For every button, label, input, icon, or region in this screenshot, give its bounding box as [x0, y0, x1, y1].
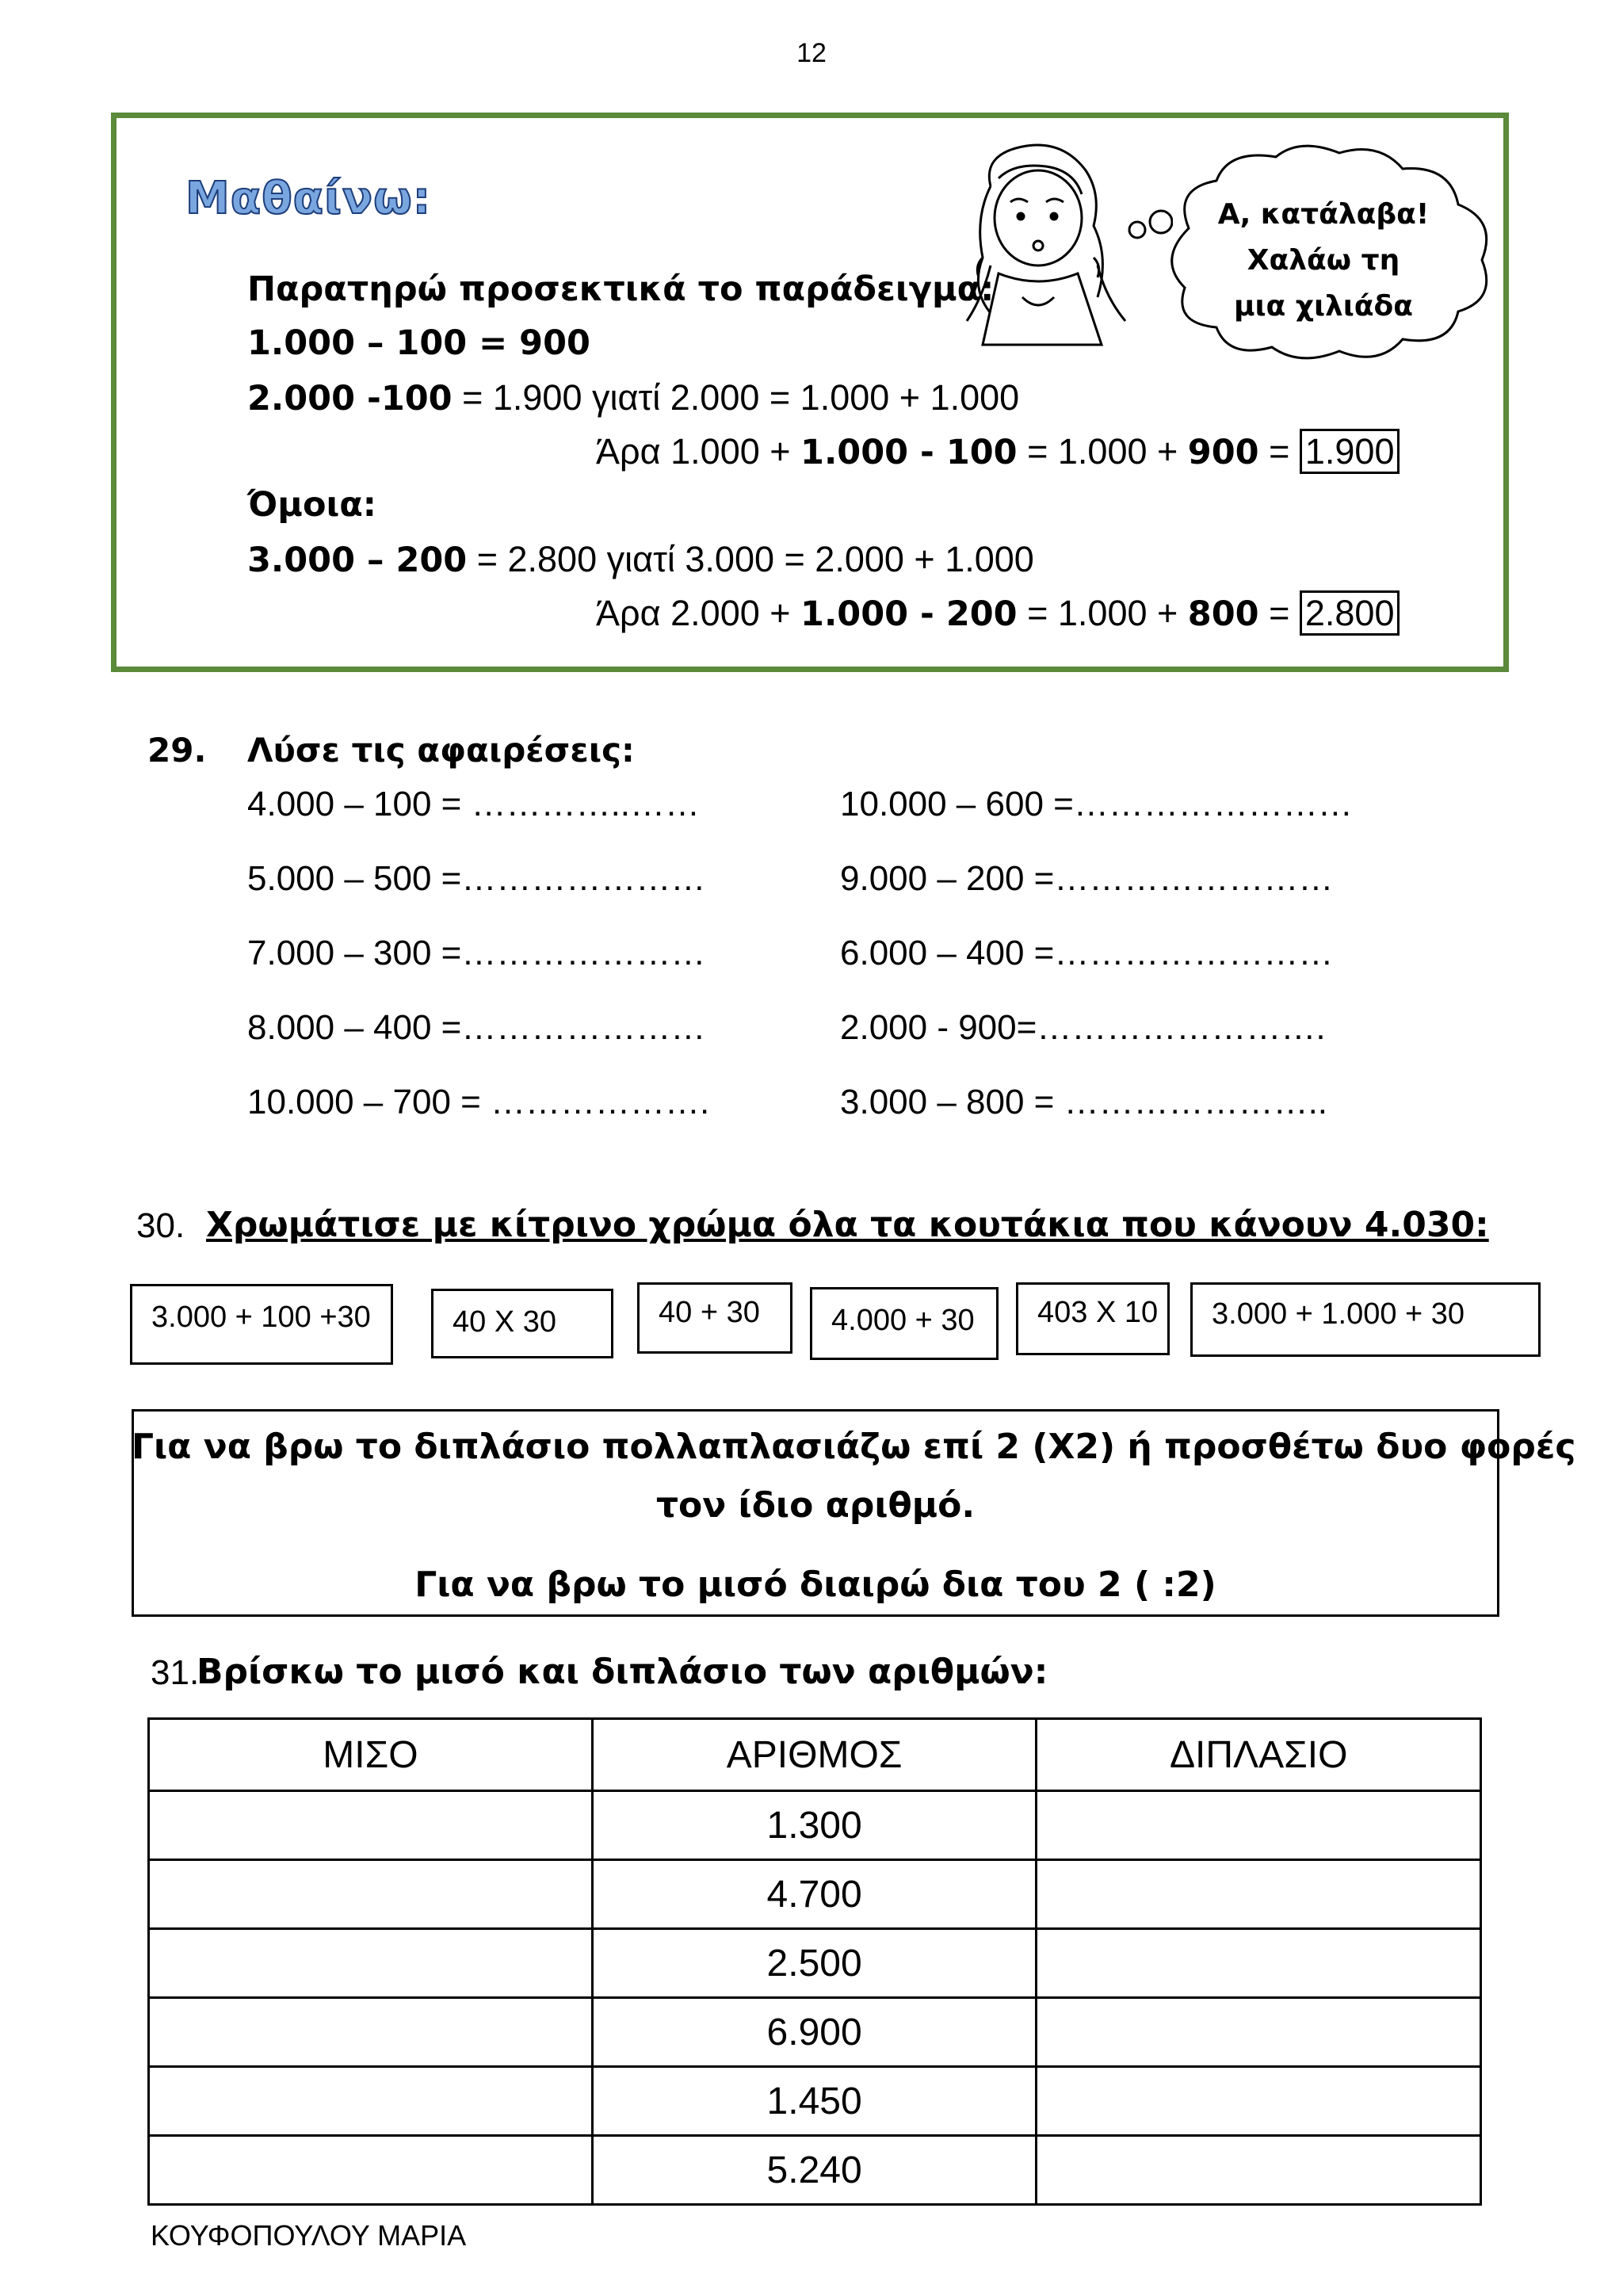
rule-line-1: Για να βρω το διπλάσιο πολλαπλασιάζω επί 2 (Χ2) ή προσθέτω δυο φορές — [132, 1427, 1576, 1467]
double-cell[interactable] — [1037, 1998, 1481, 2067]
learn-example-2-rest: = 1.900 γιατί 2.000 = 1.000 + 1.000 — [452, 377, 1020, 418]
learn-example-5-answer: 2.800 — [1300, 590, 1400, 636]
number-cell: 2.500 — [592, 1929, 1037, 1998]
number-cell: 1.450 — [592, 2067, 1037, 2136]
exercise-29-right-4: 2.000 - 900=……………………. — [840, 1008, 1326, 1047]
learn-similar: Όμοια: — [247, 485, 376, 525]
exercise-30-number: 30. — [136, 1206, 185, 1245]
double-cell[interactable] — [1037, 1791, 1481, 1860]
number-cell: 5.240 — [592, 2136, 1037, 2205]
learn-example-1: 1.000 – 100 = 900 — [247, 323, 590, 363]
cloud-line-3: μια χιλιάδα — [1233, 290, 1414, 323]
exercise-29-left-4: 8.000 – 400 =………………… — [247, 1008, 706, 1047]
half-cell[interactable] — [149, 2136, 593, 2205]
half-cell[interactable] — [149, 1791, 593, 1860]
option-box-6[interactable]: 3.000 + 1.000 + 30 — [1190, 1282, 1541, 1357]
number-cell: 6.900 — [592, 1998, 1037, 2067]
table-row — [149, 1929, 1481, 1998]
double-cell[interactable] — [1037, 2067, 1481, 2136]
exercise-29-title: Λύσε τις αφαιρέσεις: — [247, 731, 635, 770]
rule-line-3: Για να βρω το μισό διαιρώ δια του 2 ( :2) — [414, 1564, 1216, 1605]
exercise-29-right-1: 10.000 – 600 =…………………… — [840, 785, 1353, 823]
number-cell: 1.300 — [592, 1791, 1037, 1860]
learn-example-3-e: = — [1258, 431, 1300, 472]
exercise-31-title: Βρίσκω το μισό και διπλάσιο των αριθμών: — [197, 1652, 1048, 1692]
header-number: ΑΡΙΘΜΟΣ — [592, 1719, 1037, 1791]
exercise-29-left-3: 7.000 – 300 =………………… — [247, 934, 706, 972]
header-half: ΜΙΣΟ — [149, 1719, 593, 1791]
learn-example-5-b: 1.000 - 200 — [800, 594, 1018, 634]
exercise-30-title: Χρωμάτισε με κίτρινο χρώμα όλα τα κουτάκια που κάνουν 4.030: — [206, 1205, 1489, 1245]
exercise-29-right-2: 9.000 – 200 =…………………… — [840, 859, 1334, 898]
footer-author: ΚΟΥΦΟΠΟΥΛΟΥ ΜΑΡΙΑ — [151, 2219, 467, 2252]
learn-title: Μαθαίνω: — [185, 173, 432, 224]
exercise-29-left-1: 4.000 – 100 = …………..…… — [247, 785, 701, 823]
thinking-girl-illustration — [935, 139, 1173, 353]
option-box-5[interactable]: 403 X 10 — [1016, 1282, 1170, 1355]
learn-example-4-rest: = 2.800 γιατί 3.000 = 2.000 + 1.000 — [467, 539, 1034, 579]
page-number: 12 — [796, 38, 827, 68]
learn-example-3-c: = 1.000 + — [1017, 431, 1188, 472]
learn-example-2 — [247, 377, 1019, 418]
learn-example-2-bold: 2.000 -100 — [247, 379, 453, 418]
cloud-line-2: Χαλάω τη — [1247, 244, 1400, 277]
table-row — [149, 1998, 1481, 2067]
option-box-3[interactable]: 40 + 30 — [637, 1282, 792, 1354]
double-cell[interactable] — [1037, 1860, 1481, 1929]
table-header-row — [149, 1719, 1481, 1791]
exercise-31-number: 31. — [151, 1653, 200, 1692]
learn-example-3-answer: 1.900 — [1300, 429, 1400, 474]
option-box-1[interactable]: 3.000 + 100 +30 — [130, 1284, 393, 1365]
option-box-2[interactable]: 40 X 30 — [431, 1289, 613, 1358]
number-cell: 4.700 — [592, 1860, 1037, 1929]
exercise-29-left-2: 5.000 – 500 =………………… — [247, 859, 706, 898]
half-double-table — [147, 1717, 1482, 2206]
exercise-29-left-5: 10.000 – 700 = ………………. — [247, 1083, 710, 1121]
half-cell[interactable] — [149, 1998, 593, 2067]
double-cell[interactable] — [1037, 1929, 1481, 1998]
learn-example-4-bold: 3.000 – 200 — [247, 541, 468, 580]
learn-example-5-c: = 1.000 + — [1017, 593, 1188, 633]
learn-example-5-d: 800 — [1187, 594, 1259, 634]
exercise-29-number: 29. — [147, 731, 207, 770]
learn-example-5-a: Άρα 2.000 + — [596, 593, 801, 633]
thought-cloud-text — [1189, 192, 1458, 330]
double-cell[interactable] — [1037, 2136, 1481, 2205]
half-cell[interactable] — [149, 1929, 593, 1998]
table-row — [149, 2136, 1481, 2205]
learn-example-3 — [596, 431, 1400, 472]
half-cell[interactable] — [149, 2067, 593, 2136]
learn-example-5 — [596, 593, 1400, 634]
exercise-29-right-3: 6.000 – 400 =…………………… — [840, 934, 1334, 972]
table-row — [149, 1860, 1481, 1929]
learn-example-4 — [247, 539, 1034, 580]
cloud-line-1: Α, κατάλαβα! — [1217, 198, 1430, 231]
learn-intro: Παρατηρώ προσεκτικά το παράδειγμα: — [247, 269, 995, 309]
learn-example-3-d: 900 — [1187, 433, 1259, 472]
option-box-4[interactable]: 4.000 + 30 — [810, 1287, 999, 1360]
exercise-29-right-5: 3.000 – 800 = ………………….. — [840, 1083, 1328, 1121]
learn-example-3-a: Άρα 1.000 + — [596, 431, 801, 472]
table-row — [149, 1791, 1481, 1860]
learn-example-5-e: = — [1258, 593, 1300, 633]
half-cell[interactable] — [149, 1860, 593, 1929]
rule-line-2: τον ίδιο αριθμό. — [655, 1485, 976, 1526]
table-row — [149, 2067, 1481, 2136]
header-double: ΔΙΠΛΑΣΙΟ — [1037, 1719, 1481, 1791]
learn-example-3-b: 1.000 - 100 — [800, 433, 1018, 472]
